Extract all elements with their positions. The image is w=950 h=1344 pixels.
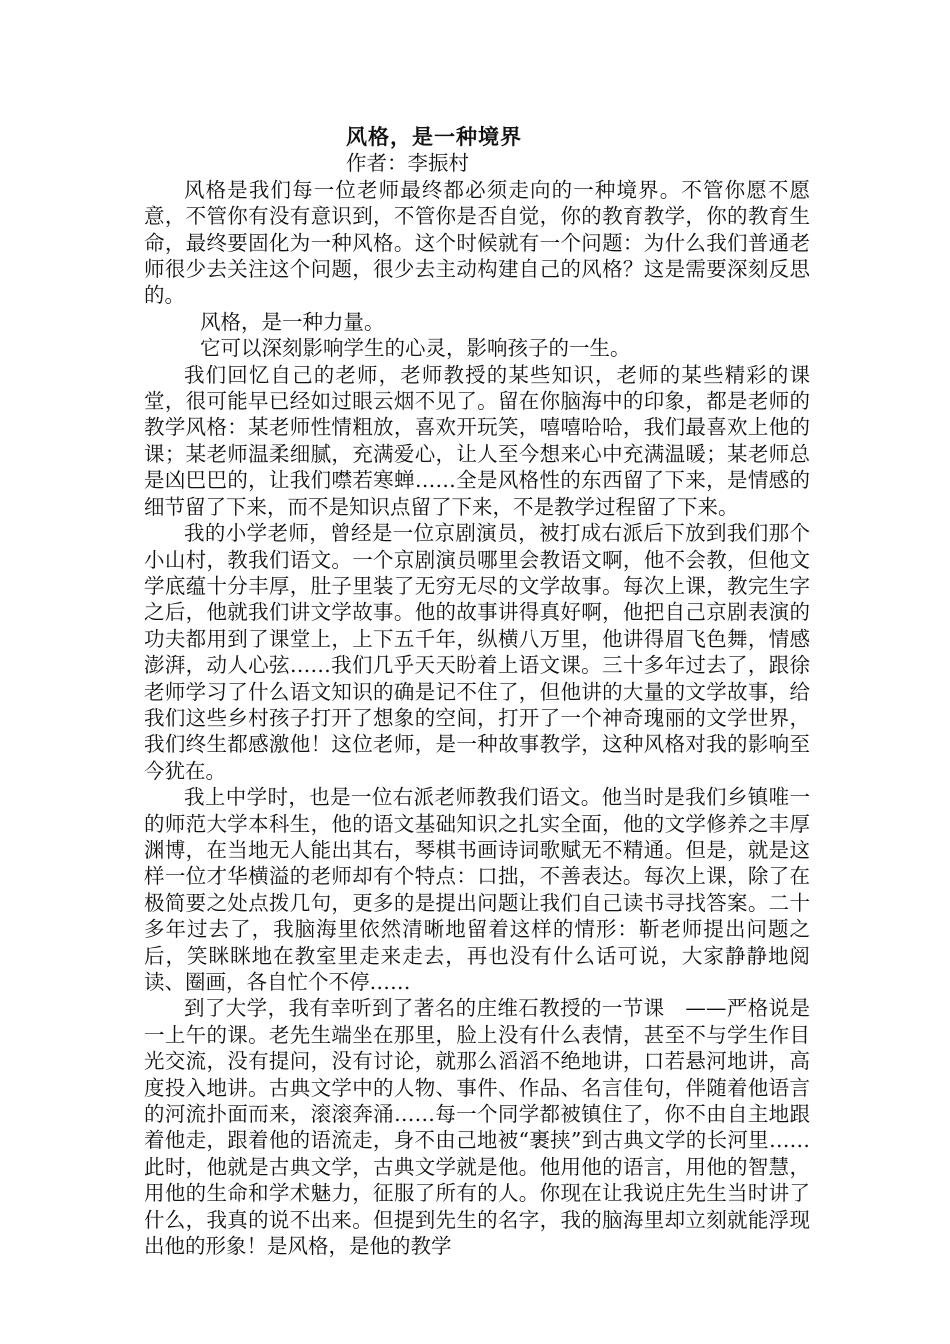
paragraph-2: 风格，是一种力量。 bbox=[200, 309, 385, 334]
document-author: 作者：李振村 bbox=[346, 151, 469, 176]
paragraph-1: 风格是我们每一位老师最终都必须走向的一种境界。不管你愿不愿意，不管你有没有意识到，不管你是否自觉，你的教育教学，你的教育生命，最终要固化为一种风格。这个时候就有一个问题：为什么我们普通老师很少去关注这个问题，很少去主动构建自己的风格？这是需要深刻反思的。 bbox=[144, 177, 810, 308]
paragraph-5: 我的小学老师，曾经是一位京剧演员，被打成右派后下放到我们那个小山村，教我们语文。一个京剧演员哪里会教语文啊，他不会教，但他文学底蕴十分丰厚，肚子里装了无穷无尽的文学故事。每次上课，教完生字之后，他就我们讲文学故事。他的故事讲得真好啊，他把自己京剧表演的功夫都用到了课堂上，上下五千年，纵横八万里，他讲得眉飞色舞，情感澎湃，动人心弦……我们几乎天天盼着上语文课。三十多年过去了，跟徐老师学习了什么语文知识的确是记不住了，但他讲的大量的文学故事，给我们这些乡村孩子打开了想象的空间，打开了一个神奇瑰丽的文学世界，我们终生都感激他！这位老师，是一种故事教学，这种风格对我的影响至今犹在。 bbox=[144, 521, 810, 783]
paragraph-3: 它可以深刻影响学生的心灵，影响孩子的一生。 bbox=[200, 336, 631, 361]
paragraph-4: 我们回忆自己的老师，老师教授的某些知识，老师的某些精彩的课堂，很可能早已经如过眼云烟不见了。留在你脑海中的印象，都是老师的教学风格：某老师性情粗放，喜欢开玩笑，嘻嘻哈哈，我们最喜欢上他的课；某老师温柔细腻，充满爱心，让人至今想来心中充满温暖；某老师总是凶巴巴的，让我们噤若寒蝉……全是风格性的东西留了下来，是情感的细节留了下来，而不是知识点留了下来，不是教学过程留了下来。 bbox=[144, 362, 810, 519]
paragraph-6: 我上中学时，也是一位右派老师教我们语文。他当时是我们乡镇唯一的师范大学本科生，他的语文基础知识之扎实全面，他的文学修养之丰厚渊博，在当地无人能出其右，琴棋书画诗词歌赋无不精通。但是，就是这样一位才华横溢的老师却有个特点：口拙，不善表达。每次上课，除了在极简要之处点拨几句，更多的是提出问题让我们自己读书寻找答案。二十多年过去了，我脑海里依然清晰地留着这样的情形：靳老师提出问题之后，笑眯眯地在教室里走来走去，再也没有什么话可说，大家静静地阅读、圈画，各自忙个不停…… bbox=[144, 785, 810, 994]
document-page bbox=[144, 124, 810, 1259]
paragraph-7: 到了大学，我有幸听到了著名的庄维石教授的一节课 ——严格说是一上午的课。老先生端坐在那里，脸上没有什么表情，甚至不与学生作目光交流，没有提问，没有讨论，就那么滔滔不绝地讲，口若悬河地讲，高度投入地讲。古典文学中的人物、事件、作品、名言佳句，伴随着他语言的河流扑面而来，滚滚奔涌……每一个同学都被镇住了，你不由自主地跟着他走，跟着他的语流走，身不由己地被“裹挟”到古典文学的长河里……此时，他就是古典文学，古典文学就是他。他用他的语言，用他的智慧，用他的生命和学术魅力，征服了所有的人。你现在让我说庄先生当时讲了什么，我真的说不出来。但提到先生的名字，我的脑海里却立刻就能浮现出他的形象！是风格，是他的教学 bbox=[144, 996, 810, 1259]
document-title: 风格，是一种境界 bbox=[346, 124, 522, 149]
